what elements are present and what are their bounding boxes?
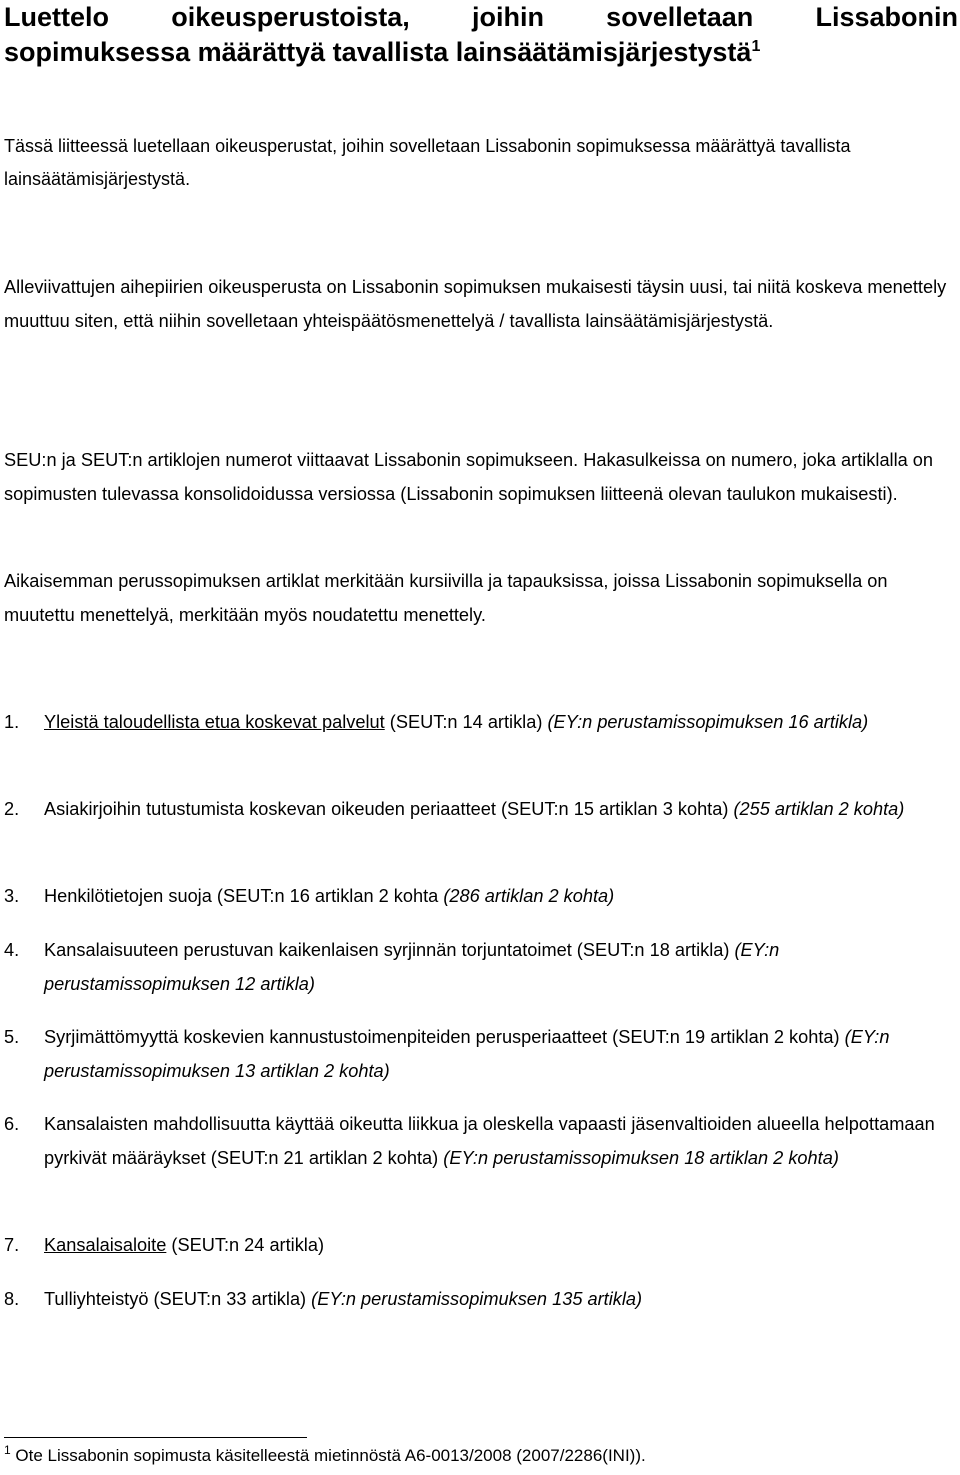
list-item-text: (SEUT:n 14 artikla) — [384, 712, 548, 732]
footnote-separator — [4, 1437, 307, 1438]
list-item-italic-reference: (255 artiklan 2 kohta) — [733, 799, 905, 819]
list-item-underlined-text: Yleistä taloudellista etua koskevat palvelut — [44, 712, 385, 732]
list-item-number: 2. — [4, 799, 20, 819]
underline-explanation-paragraph: Alleviivattujen aihepiirien oikeusperusta on Lissabonin sopimuksen mukaisesti täysin uusi, tai niitä koskeva menettely muuttuu siten, että niihin sovelletaan yhteispäätösmenettelyä / tavallista lainsäätämisjärjestystä. — [4, 277, 947, 331]
footnote-marker: 1 — [4, 1443, 11, 1457]
list-item-italic-reference: (EY:n perustamissopimuksen 12 artikla) — [44, 940, 780, 994]
list-item-number: 6. — [4, 1114, 20, 1134]
title-word: sovelletaan — [606, 2, 754, 32]
title-line-1 — [4, 0, 958, 35]
title-line-2 — [4, 35, 958, 70]
page-title — [4, 0, 958, 70]
title-word: Luettelo — [4, 2, 109, 32]
title-line-2-text: sopimuksessa määrättyä tavallista lainsäätämisjärjestystä — [4, 37, 752, 67]
article-numbering-paragraph: SEU:n ja SEUT:n artiklojen numerot viittaavat Lissabonin sopimukseen. Hakasulkeissa on numero, joka artiklalla on sopimusten tulevassa konsolidoidussa versiossa (Lissabonin sopimuksen liitteenä olevan taulukon mukaisesti). — [4, 450, 934, 504]
list-item-number: 3. — [4, 886, 20, 906]
footnote-text: Ote Lissabonin sopimusta käsitelleestä mietinnöstä A6-0013/2008 (2007/2286(INI)). — [10, 1446, 646, 1465]
list-item-text: Kansalaisuuteen perustuvan kaikenlaisen syrjinnän torjuntatoimet (SEUT:n 18 artikla) — [44, 940, 735, 960]
list-item — [4, 1228, 960, 1262]
footnote — [4, 1441, 954, 1472]
list-item-number: 1. — [4, 712, 20, 732]
title-word: Lissabonin — [815, 2, 958, 32]
list-item-text: Tulliyhteistyö (SEUT:n 33 artikla) — [44, 1289, 312, 1309]
intro-paragraph: Tässä liitteessä luetellaan oikeusperustat, joihin sovelletaan Lissabonin sopimuksessa määrättyä tavallista lainsäätämisjärjestystä. — [4, 136, 851, 189]
list-item-number: 7. — [4, 1235, 20, 1255]
list-item-underlined-text: Kansalaisaloite — [44, 1235, 167, 1255]
list-item — [4, 879, 960, 913]
list-item-italic-reference: (EY:n perustamissopimuksen 16 artikla) — [547, 712, 869, 732]
italic-explanation-paragraph: Aikaisemman perussopimuksen artiklat merkitään kursiivilla ja tapauksissa, joissa Lissabonin sopimuksella on muutettu menettelyä, merkitään myös noudatettu menettely. — [4, 571, 888, 625]
list-item-text: (SEUT:n 24 artikla) — [166, 1235, 325, 1255]
list-item — [4, 1282, 960, 1316]
list-item-italic-reference: (EY:n perustamissopimuksen 135 artikla) — [311, 1289, 643, 1309]
list-item-text: Henkilötietojen suoja (SEUT:n 16 artiklan 2 kohta — [44, 886, 444, 906]
title-word: joihin — [471, 2, 544, 32]
list-item-number: 4. — [4, 940, 20, 960]
list-item-italic-reference: (286 artiklan 2 kohta) — [443, 886, 615, 906]
list-item-italic-reference: (EY:n perustamissopimuksen 18 artiklan 2 kohta) — [443, 1148, 839, 1168]
list-item — [4, 792, 960, 826]
footnote-reference[interactable]: 1 — [751, 38, 761, 55]
list-item-number: 5. — [4, 1027, 20, 1047]
list-item — [4, 1020, 960, 1088]
list-item — [4, 705, 960, 739]
list-item — [4, 1107, 960, 1175]
list-item-text: Asiakirjoihin tutustumista koskevan oikeuden periaatteet (SEUT:n 15 artiklan 3 kohta) — [44, 799, 734, 819]
list-item-text: Syrjimättömyyttä koskevien kannustustoimenpiteiden perusperiaatteet (SEUT:n 19 artiklan 2 kohta) — [44, 1027, 845, 1047]
list-item-number: 8. — [4, 1289, 20, 1309]
list-item — [4, 933, 960, 1001]
list-item-text: Kansalaisten mahdollisuutta käyttää oikeutta liikkua ja oleskella vapaasti jäsenvaltioiden alueella helpottamaan pyrkivät määräykset (SEUT:n 21 artiklan 2 kohta) — [44, 1114, 935, 1168]
title-word: oikeusperustoista, — [171, 2, 410, 32]
list-item-italic-reference: (EY:n perustamissopimuksen 13 artiklan 2 kohta) — [44, 1027, 890, 1081]
